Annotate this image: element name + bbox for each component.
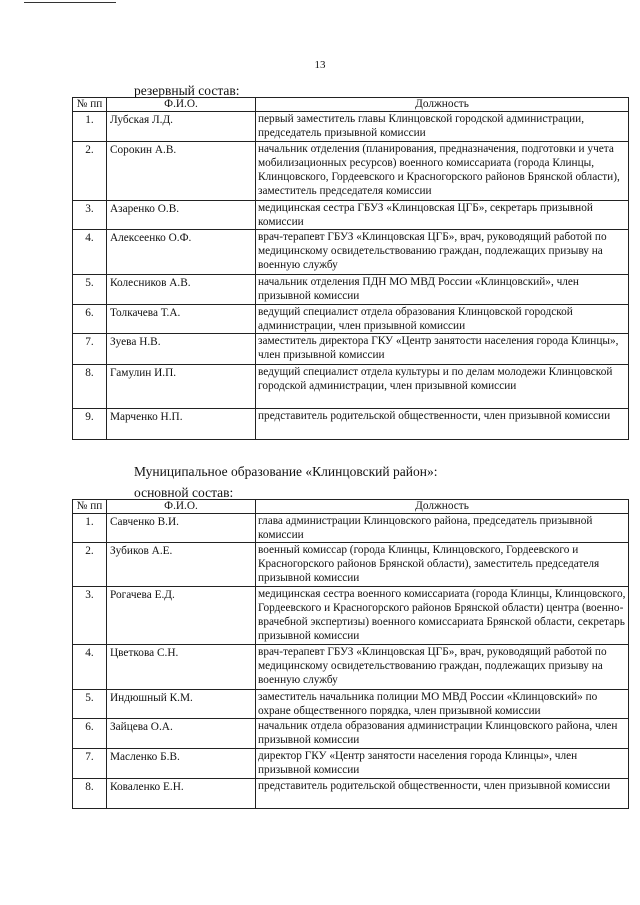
row-name: Рогачева Е.Д. xyxy=(107,587,256,645)
row-name: Зуева Н.В. xyxy=(107,334,256,365)
row-num: 6. xyxy=(73,719,107,749)
municipality-heading: Муниципальное образование «Клинцовский район»: xyxy=(134,464,438,479)
row-name: Савченко В.И. xyxy=(107,514,256,543)
row-num: 1. xyxy=(73,112,107,142)
row-num: 1. xyxy=(73,514,107,543)
table-row xyxy=(73,779,629,809)
row-name: Колесников А.В. xyxy=(107,275,256,305)
reserve-heading: резервный состав: xyxy=(134,83,240,98)
table-row xyxy=(73,409,629,440)
reserve-table xyxy=(72,97,629,440)
row-num: 3. xyxy=(73,201,107,230)
row-num: 6. xyxy=(73,305,107,334)
row-num: 7. xyxy=(73,749,107,779)
header-position: Должность xyxy=(256,500,629,514)
table-row xyxy=(73,201,629,230)
table-row xyxy=(73,719,629,749)
main-heading: основной состав: xyxy=(134,485,234,500)
row-position: медицинская сестра военного комиссариата (города Клинцы, Клинцовского, Гордеевского и Красногорского районов Брянской области) центра (военно-врачебной экспертизы) военного комиссариата Брянской области, секретарь призывной комиссии xyxy=(256,587,629,645)
row-position: ведущий специалист отдела культуры и по делам молодежи Клинцовской городской администрации, член призывной комиссии xyxy=(256,365,629,409)
row-position: военный комиссар (города Клинцы, Клинцовского, Гордеевского и Красногорского районов Брянской области), заместитель председателя призывной комиссии xyxy=(256,543,629,587)
table-header-row xyxy=(73,98,629,112)
row-name: Масленко Б.В. xyxy=(107,749,256,779)
row-num: 4. xyxy=(73,230,107,275)
row-position: начальник отделения (планирования, предназначения, подготовки и учета мобилизационных ресурсов) военного комиссариата (города Клинцы, Клинцовского, Гордеевского и Красногорского районов Брянской области), заместитель председателя комиссии xyxy=(256,142,629,201)
row-position: врач-терапевт ГБУЗ «Клинцовская ЦГБ», врач, руководящий работой по медицинскому освидетельствованию граждан, подлежащих призыву на военную службу xyxy=(256,230,629,275)
table-row xyxy=(73,645,629,690)
table-row xyxy=(73,230,629,275)
row-name: Гамулин И.П. xyxy=(107,365,256,409)
row-num: 2. xyxy=(73,543,107,587)
table-row xyxy=(73,305,629,334)
row-num: 8. xyxy=(73,365,107,409)
header-num: № пп xyxy=(73,98,107,112)
table-row xyxy=(73,142,629,201)
row-position: медицинская сестра ГБУЗ «Клинцовская ЦГБ», секретарь призывной комиссии xyxy=(256,201,629,230)
table-row xyxy=(73,275,629,305)
row-position: представитель родительской общественности, член призывной комиссии xyxy=(256,409,629,440)
row-position: ведущий специалист отдела образования Клинцовской городской администрации, член призывной комиссии xyxy=(256,305,629,334)
page-number: 13 xyxy=(314,59,326,71)
row-num: 8. xyxy=(73,779,107,809)
main-table xyxy=(72,499,629,809)
row-num: 7. xyxy=(73,334,107,365)
row-position: заместитель директора ГКУ «Центр занятости населения города Клинцы», член призывной комиссии xyxy=(256,334,629,365)
table-row xyxy=(73,749,629,779)
top-rule xyxy=(24,2,116,3)
row-position: врач-терапевт ГБУЗ «Клинцовская ЦГБ», врач, руководящий работой по медицинскому освидетельствованию граждан, подлежащих призыву на военную службу xyxy=(256,645,629,690)
header-name: Ф.И.О. xyxy=(107,500,256,514)
row-num: 5. xyxy=(73,275,107,305)
header-num: № пп xyxy=(73,500,107,514)
row-name: Марченко Н.П. xyxy=(107,409,256,440)
table-row xyxy=(73,514,629,543)
table-row xyxy=(73,690,629,719)
row-name: Алексеенко О.Ф. xyxy=(107,230,256,275)
row-position: директор ГКУ «Центр занятости населения города Клинцы», член призывной комиссии xyxy=(256,749,629,779)
row-position: заместитель начальника полиции МО МВД России «Клинцовский» по охране общественного порядка, член призывной комиссии xyxy=(256,690,629,719)
row-num: 3. xyxy=(73,587,107,645)
row-num: 5. xyxy=(73,690,107,719)
row-num: 4. xyxy=(73,645,107,690)
row-name: Зубиков А.Е. xyxy=(107,543,256,587)
header-name: Ф.И.О. xyxy=(107,98,256,112)
row-name: Индюшный К.М. xyxy=(107,690,256,719)
table-row xyxy=(73,112,629,142)
row-name: Азаренко О.В. xyxy=(107,201,256,230)
row-position: начальник отдела образования администрации Клинцовского района, член призывной комиссии xyxy=(256,719,629,749)
table-row xyxy=(73,543,629,587)
table-header-row xyxy=(73,500,629,514)
row-num: 9. xyxy=(73,409,107,440)
row-position: начальник отделения ПДН МО МВД России «Клинцовский», член призывной комиссии xyxy=(256,275,629,305)
table-row xyxy=(73,365,629,409)
row-name: Зайцева О.А. xyxy=(107,719,256,749)
table-row xyxy=(73,334,629,365)
row-name: Коваленко Е.Н. xyxy=(107,779,256,809)
row-name: Цветкова С.Н. xyxy=(107,645,256,690)
header-position: Должность xyxy=(256,98,629,112)
table-row xyxy=(73,587,629,645)
row-num: 2. xyxy=(73,142,107,201)
row-name: Лубская Л.Д. xyxy=(107,112,256,142)
row-position: первый заместитель главы Клинцовской городской администрации, председатель призывной комиссии xyxy=(256,112,629,142)
row-position: глава администрации Клинцовского района, председатель призывной комиссии xyxy=(256,514,629,543)
row-name: Сорокин А.В. xyxy=(107,142,256,201)
row-name: Толкачева Т.А. xyxy=(107,305,256,334)
row-position: представитель родительской общественности, член призывной комиссии xyxy=(256,779,629,809)
